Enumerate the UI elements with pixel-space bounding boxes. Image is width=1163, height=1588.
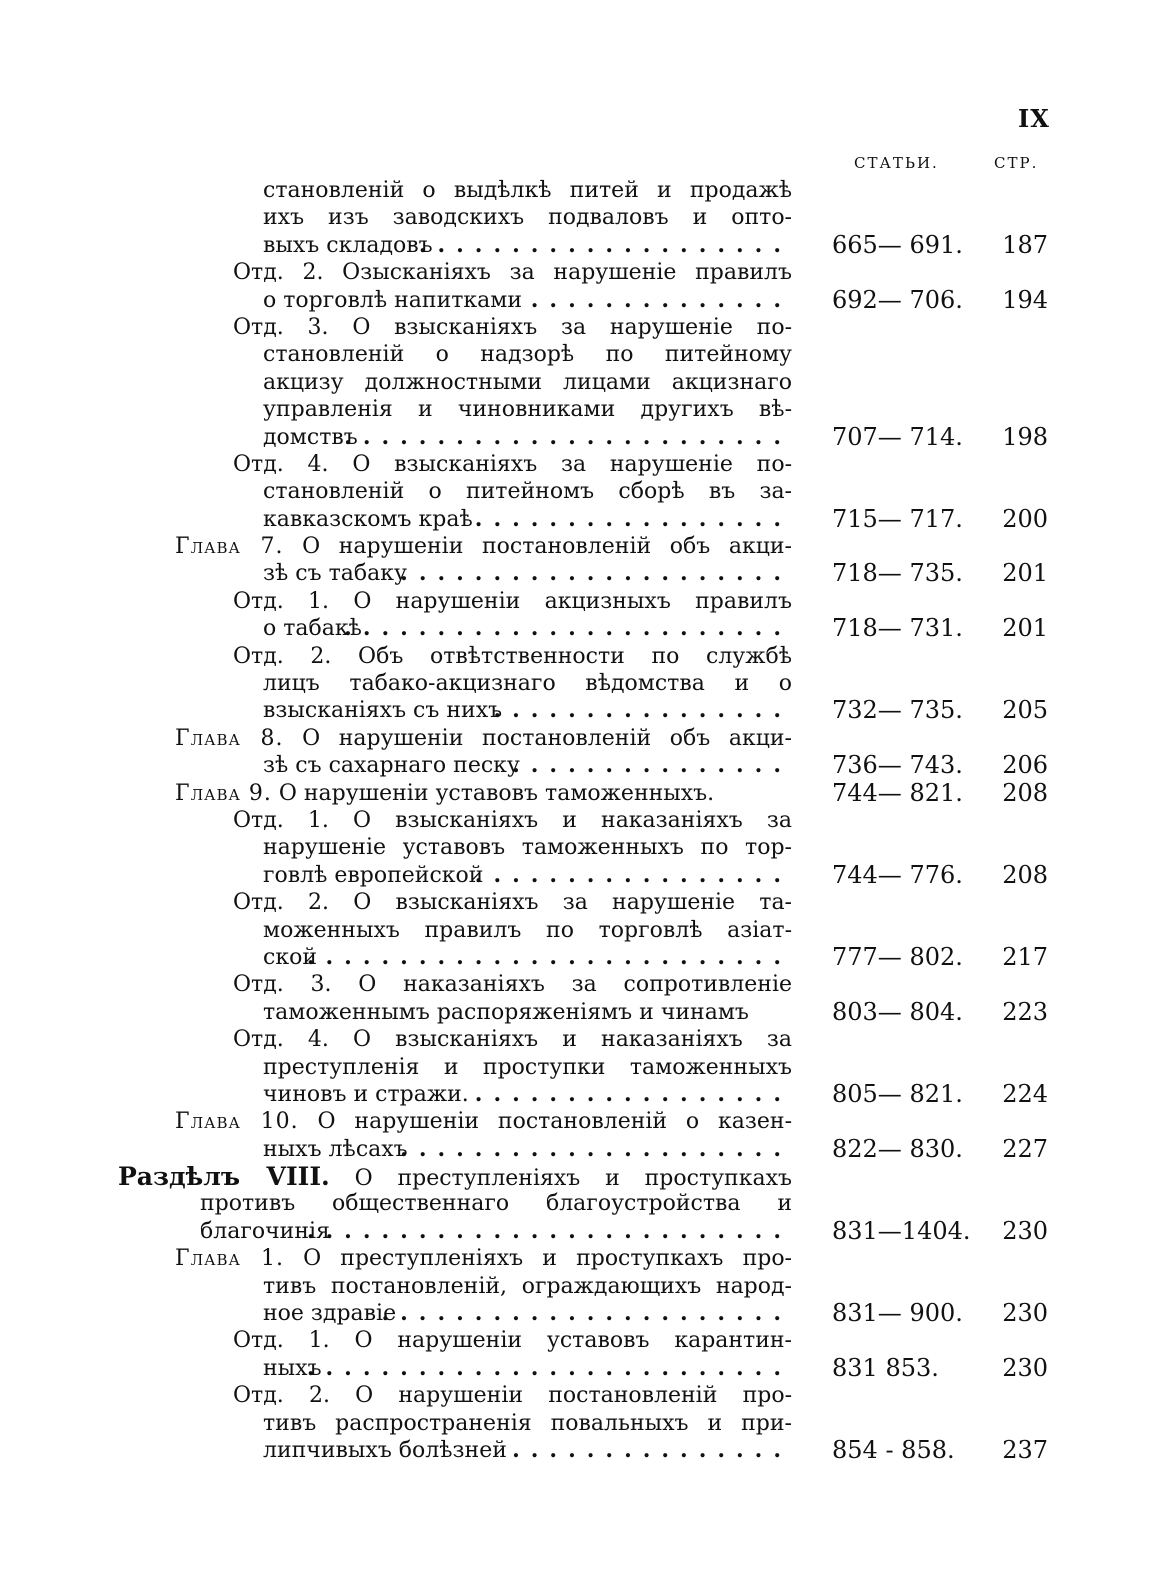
toc-entry-line <box>233 451 792 478</box>
toc-entry-title: кавказскомъ краѣ <box>263 506 473 532</box>
toc-entry-title: тивъ постановленій, ограждающихъ народ- <box>263 1273 792 1299</box>
article-range: 744— 776. <box>832 860 963 889</box>
dot-leader: ............... <box>512 1436 792 1463</box>
toc-entry-title: лицъ табако-акцизнаго вѣдомства и о <box>263 671 792 697</box>
toc-entry-line <box>233 807 792 834</box>
toc-entry-title: преступленія и проступки таможенныхъ <box>263 1054 792 1080</box>
toc-entry-line <box>263 1054 792 1081</box>
toc-entry <box>0 314 1163 451</box>
article-range: 707— 714. <box>832 422 963 451</box>
toc-entry-heading: Отд. 2. <box>233 260 324 286</box>
toc-entry-title: Объ отвѣтственности по службѣ <box>358 643 792 669</box>
toc-entry-title: моженныхъ правилъ по торговлѣ азіат- <box>263 917 792 943</box>
toc-entry-line <box>263 1438 507 1463</box>
article-range: 718— 731. <box>832 614 963 643</box>
toc-entry-line <box>263 561 407 586</box>
toc-entry-line <box>263 670 792 697</box>
toc-entry-line <box>263 1301 396 1326</box>
dot-leader: .......................... <box>306 1217 792 1244</box>
toc-entry-line <box>233 889 792 916</box>
toc-entry-title: выхъ складовъ <box>263 232 433 258</box>
toc-entry-line <box>175 533 792 560</box>
page-reference: 198 <box>1002 422 1048 451</box>
toc-entry-line <box>263 834 792 861</box>
toc-entry-line <box>263 1410 792 1437</box>
page-reference: 230 <box>1002 1299 1048 1328</box>
page-reference: 194 <box>1002 285 1048 314</box>
toc-entry-numbers <box>832 232 1052 259</box>
dot-leader: .................... <box>418 231 792 258</box>
toc-entry-numbers <box>832 287 1052 314</box>
toc-entry-title: О нарушеніи постановленій о казен- <box>317 1109 793 1135</box>
toc-entry-heading: Отд. 4. <box>233 451 329 477</box>
toc-entry-heading: Отд. 2. <box>233 643 332 669</box>
toc-entry-title: ихъ изъ заводскихъ подваловъ и опто- <box>263 205 792 231</box>
toc-entry-line <box>200 1190 792 1217</box>
toc-entry <box>0 588 1163 643</box>
toc-entry-title: управленія и чиновниками другихъ вѣ- <box>263 397 792 423</box>
toc-entry-line <box>263 369 792 396</box>
page-reference: 205 <box>1002 696 1048 725</box>
dot-leader: ...................... <box>381 1300 792 1327</box>
page-reference: 230 <box>1002 1216 1048 1245</box>
article-range: 744— 821. <box>832 778 963 807</box>
toc-entry-line <box>263 753 520 778</box>
toc-entry-title: говлѣ европейской <box>263 862 484 888</box>
toc-entry-numbers <box>832 560 1052 587</box>
table-of-contents <box>0 177 1163 1464</box>
toc-entry-line <box>233 971 792 998</box>
toc-entry-title: О нарушеніи постановленій объ акци- <box>302 725 792 751</box>
toc-entry-numbers <box>832 1136 1052 1163</box>
toc-entry-title: О взысканіяхъ за нарушеніе по- <box>352 314 793 340</box>
dot-leader: ................. <box>474 1080 792 1107</box>
toc-entry-title: акцизу должностными лицами акцизнаго <box>263 369 792 395</box>
toc-entry-title: зѣ съ табаку <box>263 561 407 587</box>
toc-entry-line <box>175 1245 792 1272</box>
toc-entry-heading: Отд. 2. <box>233 890 329 916</box>
toc-entry <box>0 451 1163 533</box>
toc-entry-title: ныхъ <box>263 1355 322 1381</box>
toc-entry <box>0 643 1163 725</box>
page-reference: 201 <box>1002 614 1048 643</box>
toc-entry-heading: Отд. 1. <box>233 588 330 614</box>
toc-entry-title: ное здравіе <box>263 1301 397 1327</box>
toc-entry-line <box>233 1026 792 1053</box>
toc-entry-heading: Раздѣлъ VIII. <box>118 1162 330 1192</box>
dot-leader: .......................... <box>306 1354 792 1381</box>
toc-entry-line <box>263 507 473 532</box>
toc-entry-title: О нарушеніи акцизныхъ правилъ <box>353 588 793 614</box>
toc-entry-heading: Отд. 3. <box>233 972 332 998</box>
toc-entry-numbers <box>832 944 1052 971</box>
toc-entry <box>0 725 1163 780</box>
toc-entry-heading: Отд. 1. <box>233 807 329 833</box>
page-reference: 217 <box>1002 942 1048 971</box>
article-range: 692— 706. <box>832 285 963 314</box>
dot-leader: .......................... <box>306 943 792 970</box>
toc-entry-numbers <box>832 862 1052 889</box>
page-reference: 224 <box>1002 1079 1048 1108</box>
toc-entry-line <box>263 1137 408 1162</box>
toc-entry-title: О нарушеніи постановленій про- <box>355 1383 792 1409</box>
article-range: 822— 830. <box>832 1134 963 1163</box>
page-reference: 208 <box>1002 778 1048 807</box>
toc-entry-title: благочинія <box>200 1218 330 1244</box>
toc-entry-line <box>175 725 792 752</box>
toc-entry-heading: Отд. 2. <box>233 1383 330 1409</box>
page-reference: 201 <box>1002 559 1048 588</box>
toc-entry <box>0 971 1163 1026</box>
dot-leader: ................ <box>493 697 792 724</box>
toc-entry-title: О взысканіяхъ за нарушеніе та- <box>353 890 792 916</box>
article-range: 854 - 858. <box>832 1435 955 1464</box>
toc-entry-title: липчивыхъ болѣзней <box>263 1437 507 1463</box>
article-range: 718— 735. <box>832 559 963 588</box>
toc-entry-numbers <box>832 752 1052 779</box>
article-range: 732— 735. <box>832 696 963 725</box>
toc-entry-heading: Глава 9. <box>175 780 272 806</box>
toc-entry-title: становленій о надзорѣ по питейному <box>263 342 792 368</box>
toc-entry-line <box>263 288 522 313</box>
toc-entry-title: О взысканіяхъ и наказаніяхъ за <box>352 1027 792 1053</box>
toc-entry <box>0 533 1163 588</box>
toc-entry-line <box>233 643 792 670</box>
toc-entry-numbers <box>832 780 1052 807</box>
toc-entry-heading: Отд. 3. <box>233 314 329 340</box>
toc-entry-heading: Глава 7. <box>175 534 284 560</box>
toc-entry-title: О взысканіяхъ за нарушеніе по- <box>352 451 793 477</box>
dot-leader: ................. <box>474 505 792 532</box>
dot-leader: ........................ <box>344 423 792 450</box>
page-reference: 206 <box>1002 751 1048 780</box>
toc-entry-line <box>233 1382 792 1409</box>
page-reference: 200 <box>1002 504 1048 533</box>
dot-leader: ........................ <box>344 615 792 642</box>
toc-entry-line <box>263 1082 469 1107</box>
page-reference: 223 <box>1002 997 1048 1026</box>
toc-entry-heading: Отд. 1. <box>233 1328 330 1354</box>
toc-entry-title: взысканіяхъ съ нихъ <box>263 698 503 724</box>
toc-entry-numbers <box>832 424 1052 451</box>
toc-entry <box>0 1382 1163 1464</box>
toc-entry <box>0 807 1163 889</box>
toc-entry-line <box>263 917 792 944</box>
toc-entry-heading: Глава 8. <box>175 725 284 751</box>
toc-entry-line <box>263 204 792 231</box>
toc-entry-line <box>233 1327 792 1354</box>
toc-entry-line <box>263 698 502 723</box>
toc-entry-line <box>263 233 433 258</box>
toc-entry-title: тивъ распространенія повальныхъ и при- <box>263 1410 792 1436</box>
toc-entry-title: О наказаніяхъ за сопротивленіе <box>358 972 792 998</box>
toc-entry <box>0 259 1163 314</box>
toc-entry-title: Озысканіяхъ за нарушеніе правилъ <box>342 260 793 286</box>
page-reference: 230 <box>1002 1353 1048 1382</box>
toc-entry-title: О нарушеніи постановленій объ акци- <box>302 534 792 560</box>
toc-entry-title: о табакѣ <box>263 616 362 642</box>
dot-leader: ............... <box>512 752 792 779</box>
toc-entry-title: О взысканіяхъ и наказаніяхъ за <box>352 807 792 833</box>
toc-entry-numbers <box>832 1300 1052 1327</box>
page-reference: 208 <box>1002 860 1048 889</box>
toc-entry-line <box>175 780 792 807</box>
toc-entry-heading: Отд. 4. <box>233 1027 329 1053</box>
toc-entry <box>0 780 1163 807</box>
toc-entry-line <box>263 177 792 204</box>
toc-entry-line <box>263 1273 792 1300</box>
toc-entry-numbers <box>832 1081 1052 1108</box>
dot-leader: .............. <box>530 286 792 313</box>
article-range: 665— 691. <box>832 230 963 259</box>
toc-entry-line <box>118 1163 792 1192</box>
toc-entry-title: О нарушеніи уставовъ таможенныхъ. <box>278 780 715 806</box>
article-range: 777— 802. <box>832 942 963 971</box>
toc-entry <box>0 1026 1163 1108</box>
toc-entry-line <box>263 863 483 888</box>
article-range: 831— 900. <box>832 1299 963 1328</box>
toc-entry-line <box>233 259 792 286</box>
toc-entry <box>0 1327 1163 1382</box>
toc-entry-heading: Глава 1. <box>175 1246 284 1272</box>
toc-entry-line <box>175 1108 792 1135</box>
toc-entry-title: чиновъ и стражи. <box>263 1081 469 1107</box>
page-number: IX <box>1018 104 1050 133</box>
toc-entry-heading: Глава 10. <box>175 1109 299 1135</box>
toc-entry-title: О нарушеніи уставовъ карантин- <box>354 1328 792 1354</box>
toc-entry-line <box>263 396 792 423</box>
toc-entry-line <box>233 588 792 615</box>
toc-entry-numbers <box>832 999 1052 1026</box>
toc-entry-title: становленій о выдѣлкѣ питей и продажѣ <box>263 178 792 203</box>
toc-entry-line <box>263 341 792 368</box>
toc-entry-line <box>263 999 792 1026</box>
toc-entry-title: О преступленіяхъ и проступкахъ про- <box>303 1246 792 1272</box>
toc-entry <box>0 177 1163 259</box>
dot-leader: ................. <box>474 861 792 888</box>
toc-entry-numbers <box>832 615 1052 642</box>
page-reference: 187 <box>1002 230 1048 259</box>
toc-entry-title: ской <box>263 944 317 970</box>
article-range: 736— 743. <box>832 751 963 780</box>
toc-entry-title: таможеннымъ распоряженіямъ и чинамъ <box>263 999 749 1025</box>
toc-entry <box>0 1245 1163 1327</box>
article-range: 805— 821. <box>832 1079 963 1108</box>
toc-entry-line <box>263 478 792 505</box>
toc-entry-numbers <box>832 697 1052 724</box>
toc-entry-numbers <box>832 1437 1052 1464</box>
column-header-pages: СТР. <box>994 154 1039 172</box>
toc-entry <box>0 1163 1163 1245</box>
toc-entry-title: нарушеніе уставовъ таможенныхъ по тор- <box>263 835 792 861</box>
column-header-articles: СТАТЬИ. <box>854 154 939 172</box>
page-reference: 227 <box>1002 1134 1048 1163</box>
toc-entry-numbers <box>832 1218 1052 1245</box>
article-range: 715— 717. <box>832 504 963 533</box>
toc-entry-title: ныхъ лѣсахъ <box>263 1136 408 1162</box>
toc-entry-numbers <box>832 1355 1052 1382</box>
article-range: 831 853. <box>832 1353 939 1382</box>
toc-entry <box>0 889 1163 971</box>
toc-entry-title: домствъ <box>263 424 358 450</box>
dot-leader: ..................... <box>400 1135 792 1162</box>
toc-entry-line <box>233 314 792 341</box>
page-reference: 237 <box>1002 1435 1048 1464</box>
toc-entry-title: становленій о питейномъ сборѣ въ за- <box>263 479 792 505</box>
article-range: 831—1404. <box>832 1216 971 1245</box>
toc-entry-title: О преступленіяхъ и проступкахъ <box>354 1166 792 1192</box>
dot-leader: ..................... <box>400 560 792 587</box>
toc-entry <box>0 1108 1163 1163</box>
toc-entry-title: о торговлѣ напитками <box>263 287 523 313</box>
toc-entry-title: зѣ съ сахарнаго песку <box>263 753 520 779</box>
toc-entry-title: противъ общественнаго благоустройства и <box>200 1191 792 1217</box>
article-range: 803— 804. <box>832 997 963 1026</box>
toc-entry-numbers <box>832 506 1052 533</box>
